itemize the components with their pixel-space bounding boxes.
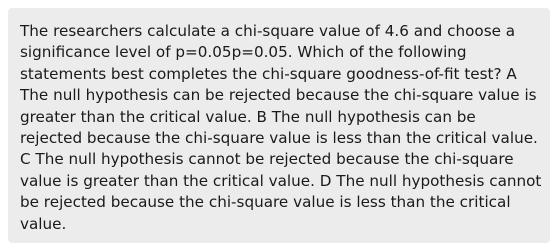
question-text: The researchers calculate a chi-square value of 4.6 and choose a significance level of p=0.05p=0.05. Which of the following statements best completes the chi-square goodness-of-fit test? A The null hypothesis can be rejected because the chi-square value is greater than the critical value. B The null hypothesis can be rejected because the chi-square value is less than the critical value. C The null hypothesis cannot be rejected because the chi-square value is greater than the critical value. D The null hypothesis cannot be rejected because the chi-square value is less than the critical value. [20,22,542,233]
question-card [8,8,550,243]
